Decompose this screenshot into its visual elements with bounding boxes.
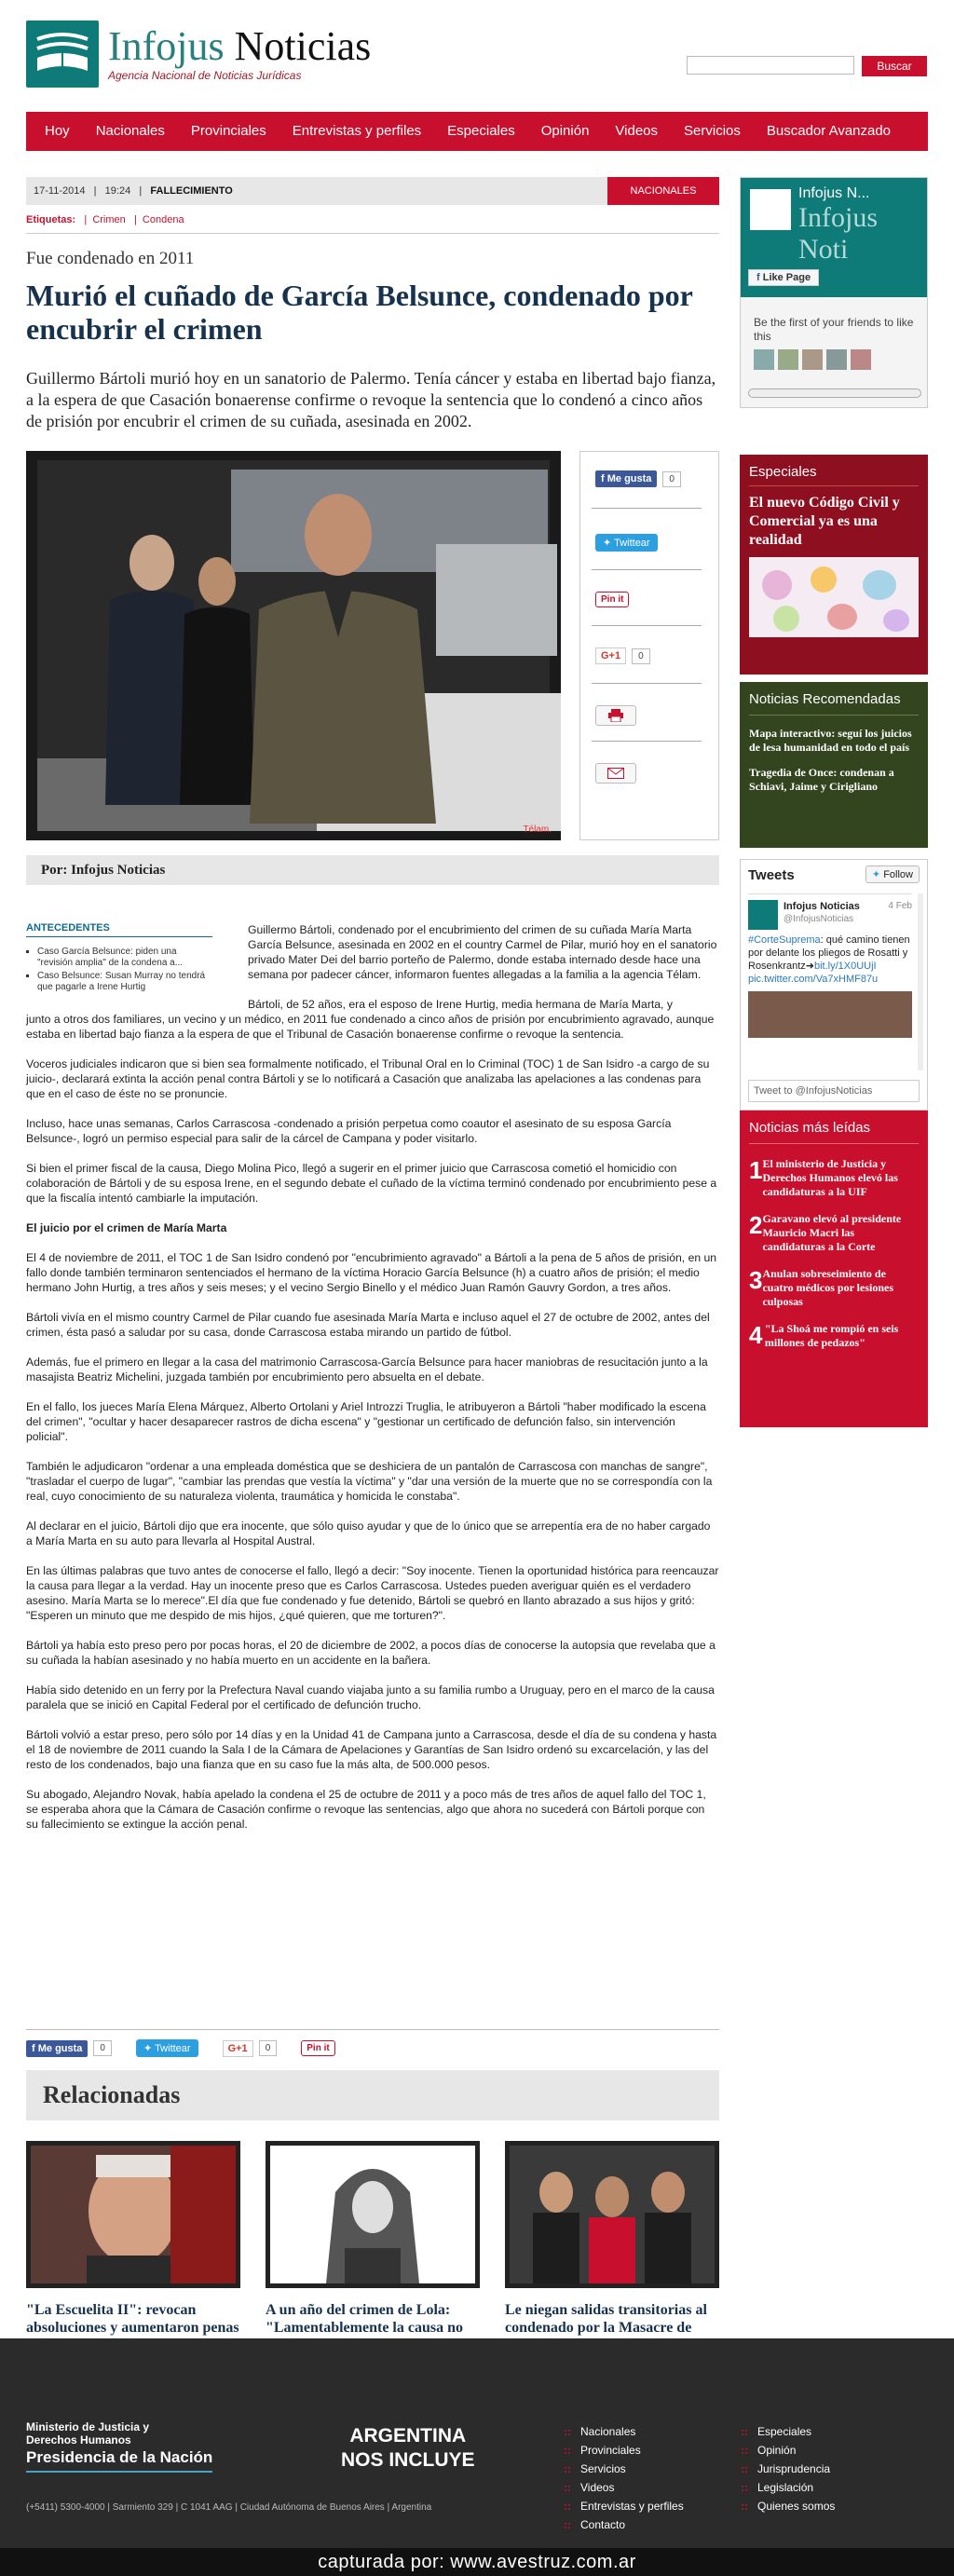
tweet-date: 4 Feb xyxy=(888,901,912,911)
tweet xyxy=(748,893,912,1038)
paragraph: En el fallo, los jueces María Elena Márquez, Alberto Ortolani y Ariel Introzzi Truglia, le atribuyeron a Bártoli "haber modificado la escena del crimen", "ocultar y hacer desaparecer rastros de dicha escena" y "gestionar un certificado de defunción falso, sin intervención policial". xyxy=(26,1400,706,1443)
footer-presidencia: Presidencia de la Nación xyxy=(26,2448,212,2473)
footer-link[interactable]: :: Opinión xyxy=(741,2441,835,2460)
nav-item-videos[interactable]: Videos xyxy=(615,123,659,139)
avatar xyxy=(802,349,823,370)
fb-like-page-button[interactable]: f Like Page xyxy=(748,269,819,286)
search-button[interactable]: Buscar xyxy=(862,56,927,76)
nav-item-nacionales[interactable]: Nacionales xyxy=(95,123,165,139)
twitter-follow-button[interactable]: ✦ Follow xyxy=(865,865,920,883)
nav-item-opinion[interactable]: Opinión xyxy=(540,123,590,139)
search-form xyxy=(687,56,927,76)
paragraph: También le adjudicaron "ordenar a una empleada doméstica que se deshiciera de un pantalón de Carrascosa con manchas de sangre", "trasladar el cuerpo de lugar", "cambiar las prendas que vestía la víctima" y "dar una versión de la muerte que no se correspondía con la real, cuyo conocimiento de su naturaleza violenta, traumática y homicida le constaba". xyxy=(26,1460,713,1503)
paragraph: Incluso, hace unas semanas, Carlos Carrascosa -condenado a prisión perpetua como coautor el asesinato de su esposa García Belsunce-, logró un permiso especial para salir de la cárcel de Campana y poder visitarlo. xyxy=(26,1117,672,1145)
footer-link[interactable]: :: Nacionales xyxy=(564,2422,684,2441)
twitter-bird-icon: ✦ xyxy=(603,538,612,549)
tweet-author-handle: @InfojusNoticias xyxy=(784,914,854,924)
footer-link[interactable]: :: Entrevistas y perfiles xyxy=(564,2497,684,2515)
avatar xyxy=(778,349,798,370)
antecedente-link[interactable]: Caso Belsunce: Susan Murray no tendrá que pagarle a Irene Hurtig xyxy=(37,971,206,992)
facebook-icon: f xyxy=(756,272,760,283)
google-plus-button-bottom[interactable]: G+1 xyxy=(223,2040,253,2057)
rank-number: 4 xyxy=(749,1321,763,1349)
email-button[interactable] xyxy=(595,763,636,784)
footer-link[interactable]: :: Servicios xyxy=(564,2460,684,2478)
site-header xyxy=(0,0,954,112)
twitter-bird-icon: ✦ xyxy=(143,2043,153,2054)
site-footer xyxy=(0,2338,954,2548)
mas-leidas-title-link[interactable]: El ministerio de Justicia y Derechos Humanos elevó las candidaturas a la UIF xyxy=(762,1157,898,1198)
paragraph: El 4 de noviembre de 2011, el TOC 1 de San Isidro condenó por "encubrimiento agravado" a Bártoli a la pena de 5 años de prisión, en un fallo donde también terminaron sentenciados el hermano de la víctima Horacio García Belsunce (h) a cuatro años de prisión; el medio hermano John Hurtig, a tres años y seis meses; y el vecino Sergio Binello y el médico Juan Ramón Gauvry Gordon, a tres años. xyxy=(26,1251,717,1294)
footer-link[interactable]: :: Provinciales xyxy=(564,2441,684,2460)
nav-item-entrevistas[interactable]: Entrevistas y perfiles xyxy=(292,123,422,139)
tag-condena[interactable]: Condena xyxy=(142,214,184,225)
fb-cover-text: Infojus Noti xyxy=(798,202,878,265)
rank-number: 1 xyxy=(749,1156,763,1184)
related-card[interactable] xyxy=(505,2141,719,2354)
mas-leidas-item[interactable] xyxy=(749,1267,919,1309)
article-byline: Por: Infojus Noticias xyxy=(26,855,719,885)
paragraph: Su abogado, Alejandro Novak, había apelado la condena el 25 de octubre de 2011 y a poco más de tres años de aquel fallo del TOC 1, se esperaba ahora que la Cámara de Casación confirme o revoque las sentencias, algo que ahora no sucederá con Bártoli porque con su fallecimiento se extingue la acción penal. xyxy=(26,1788,706,1831)
tweets-scrollbar[interactable] xyxy=(918,893,923,1070)
google-plus-button[interactable]: G+1 xyxy=(595,647,626,664)
recomendadas-title: Noticias Recomendadas xyxy=(749,691,919,716)
related-image xyxy=(266,2141,480,2288)
paragraph: Bártoli volvió a estar preso, pero sólo por 14 días y en la Unidad 41 de Campana junto a Carrascosa, desde el día de su condena y hasta el 18 de noviembre de 2011 cuando la Sala I de la Cámara de Apelaciones y Garantías de San Isidro ordenó su excarcelación, y las del resto de los condenados, bajo una fianza que en su caso fue la más alta, de 500.000 pesos. xyxy=(26,1728,717,1771)
tweet-image xyxy=(748,991,912,1038)
tweet-author-name[interactable]: Infojus Noticias xyxy=(784,901,860,912)
related-title: A un año del crimen de Lola: "Lamentablemente la causa no xyxy=(266,2302,463,2336)
especiales-title: Especiales xyxy=(749,464,919,486)
main-nav xyxy=(26,112,928,151)
paragraph: En las últimas palabras que tuvo antes de conocerse el fallo, llegó a decir: "Soy inocente. Tienen la oportunidad histórica para reencauzar la causa para llegar a la verdad. Hay un inocente preso que es Carlos Carrascosa. Ustedes pueden averiguar quién es el verdadero asesino. María Marta se lo merece".El día que fue condenado y fue detenido, Bártoli se quebró en llanto abrazado a sus hijos y gritó: "Esperen un minuto que me despido de mis hijos, ¿qué quieren, que me torturen?". xyxy=(26,1564,719,1622)
logo-title: Infojus Noticias xyxy=(108,23,372,69)
facebook-like-button-bottom[interactable]: f Me gusta xyxy=(26,2040,88,2057)
twitter-widget xyxy=(740,859,928,1111)
footer-links-col-2 xyxy=(741,2422,835,2515)
capture-watermark: capturada por: www.avestruz.com.ar xyxy=(0,2548,954,2576)
paragraph: Si bien el primer fiscal de la causa, Diego Molina Pico, llegó a sugerir en el primer juicio que Carrascosa cometió el homicidio con colaboración de Bártoli y de su esposa Irene, en el segundo debate el cuñado de la víctima terminó condenado por encubrimiento pese a que la fiscalía intentó cambiarle la imputación. xyxy=(26,1162,717,1205)
facebook-page-widget xyxy=(740,177,928,408)
photo-illustration xyxy=(26,451,561,840)
related-card[interactable] xyxy=(266,2141,480,2354)
mas-leidas-box xyxy=(740,1111,928,1427)
nav-item-especiales[interactable]: Especiales xyxy=(447,123,515,139)
especiales-item-link[interactable]: El nuevo Código Civil y Comercial ya es una realidad xyxy=(749,495,900,548)
avatar xyxy=(754,349,774,370)
footer-link[interactable]: :: Especiales xyxy=(741,2422,835,2441)
logo-subtitle: Agencia Nacional de Noticias Jurídicas xyxy=(108,69,302,82)
article-body xyxy=(26,922,719,1832)
paragraph: Había sido detenido en un ferry por la Prefectura Naval cuando viajaba junto a su familia rumbo a Uruguay, pero en el marco de la causa paralela que se inició en Capital Federal por el certificado de defunción trucho. xyxy=(26,1683,715,1711)
paragraph: Bártoli vivía en el mismo country Carmel de Pilar cuando fue asesinada María Marta e incluso aquel el 27 de octubre de 2002, antes del crimen, ésta pasó a saludar por su casa, donde Carrascosa estaba mirando un partido de fútbol. xyxy=(26,1311,710,1339)
envelope-icon xyxy=(607,768,624,779)
antecedentes-title: ANTECEDENTES xyxy=(26,922,212,937)
avatar xyxy=(748,900,778,930)
nav-item-buscador-avanzado[interactable]: Buscador Avanzado xyxy=(766,123,892,139)
article-media xyxy=(26,451,719,850)
footer-link[interactable]: :: Legislación xyxy=(741,2478,835,2497)
article-photo xyxy=(26,451,561,840)
tweet-text: #CorteSuprema: qué camino tienen por delante los pliegos de Rosatti y Rosenkrantz➜bit.ly/1X0UUjI pic.twitter.com/Va7xHMF87u xyxy=(748,934,910,985)
paragraph: Al declarar en el juicio, Bártoli dijo que era inocente, que sólo quiso ayudar y que de lo único que se arrepentía era de no haber cargado a María Marta en su auto para llevarla al Hospital Austral. xyxy=(26,1520,711,1547)
pinterest-button[interactable]: Pin it xyxy=(595,592,629,607)
paragraph: Además, fue el primero en llegar a la casa del matrimonio Carrascosa-García Belsunce para hacer maniobras de resucitación junto a la masajista Beatriz Michelini, juzgada también por encubrimiento pero absuelta en el debate. xyxy=(26,1356,708,1383)
rank-number: 2 xyxy=(749,1211,763,1239)
share-panel xyxy=(579,451,719,840)
article-meta-bar: 17-11-2014 | 19:24 | FALLECIMIENTO NACIONALES xyxy=(26,177,719,205)
rank-number: 3 xyxy=(749,1266,763,1294)
article-tags: Etiquetas: | Crimen | Condena xyxy=(26,214,719,234)
site-logo[interactable] xyxy=(26,20,371,88)
paragraph: Guillermo Bártoli, condenado por el encubrimiento del crimen de su cuñada María Marta García Belsunce, asesinada en 2002 en el country Carmel de Pilar, murió hoy en el sanatorio privado Mater Dei del barrio porteño de Palermo, donde estaba internado desde hace una semana por padecer cáncer, informaron fuentes allegadas a la familia a la agencia Télam. xyxy=(248,923,717,981)
section-badge[interactable]: NACIONALES xyxy=(607,177,719,205)
photo-credit: Télam. xyxy=(523,825,552,835)
body-subheading: El juicio por el crimen de María Marta xyxy=(26,1221,227,1234)
mas-leidas-item[interactable] xyxy=(749,1322,919,1350)
tag-crimen[interactable]: Crimen xyxy=(92,214,126,225)
tweet-hashtag[interactable]: #CorteSuprema xyxy=(748,934,821,946)
google-plus-count: 0 xyxy=(632,648,650,664)
facebook-icon: f xyxy=(32,2042,35,2054)
share-bar-bottom xyxy=(26,2029,719,2057)
recomendada-link[interactable]: Mapa interactivo: seguí los juicios de lesa humanidad en todo el país xyxy=(749,727,912,754)
facebook-like-button[interactable]: f Me gusta xyxy=(595,470,657,487)
pinterest-button-bottom[interactable]: Pin it xyxy=(301,2040,334,2056)
nav-item-hoy[interactable]: Hoy xyxy=(45,123,70,139)
mas-leidas-item[interactable] xyxy=(749,1212,919,1254)
mas-leidas-title-link[interactable]: "La Shoá me rompió en seis millones de pedazos" xyxy=(764,1322,899,1349)
article-kicker: Fue condenado en 2011 xyxy=(26,249,195,268)
mas-leidas-title-link[interactable]: Garavano elevó al presidente Mauricio Macri las candidaturas a la Corte xyxy=(762,1212,902,1253)
footer-address: (+5411) 5300-4000 | Sarmiento 329 | C 1041 AAG | Ciudad Autónoma de Buenos Aires | Argentina xyxy=(26,2502,432,2513)
tweet-button[interactable]: ✦ Twittear xyxy=(595,534,658,552)
google-plus-count-bottom: 0 xyxy=(259,2040,278,2056)
article xyxy=(26,177,719,1847)
tweet-to-input[interactable]: Tweet to @InfojusNoticias xyxy=(748,1080,920,1102)
tweet-link[interactable]: bit.ly/1X0UUjI pic.twitter.com/Va7xHMF87u xyxy=(748,961,879,985)
related-image xyxy=(26,2141,240,2288)
antecedentes-box xyxy=(26,922,212,995)
print-icon xyxy=(608,709,623,722)
especiales-box xyxy=(740,455,928,675)
article-date: 17-11-2014 xyxy=(34,185,86,197)
nav-item-provinciales[interactable]: Provinciales xyxy=(190,123,266,139)
print-button[interactable] xyxy=(595,705,636,726)
nav-item-servicios[interactable]: Servicios xyxy=(684,123,741,139)
article-headline: Murió el cuñado de García Belsunce, condenado por encubrir el crimen xyxy=(26,279,693,346)
related-image xyxy=(505,2141,719,2288)
footer-link[interactable]: :: Videos xyxy=(564,2478,684,2497)
facebook-icon: f xyxy=(601,473,605,484)
especiales-image xyxy=(749,557,919,637)
related-title: "La Escuelita II": revocan absoluciones y aumentaron penas xyxy=(26,2302,239,2336)
paragraph: Bártoli ya había esto preso pero por pocas horas, el 20 de diciembre de 2002, a pocos días de conocerse la autopsia que revelaba que a su cuñada la habían asesinado y no había muerto en un accidente en la bañera. xyxy=(26,1639,716,1667)
search-input[interactable] xyxy=(687,56,854,75)
facebook-count-bottom: 0 xyxy=(93,2040,112,2056)
recomendada-link[interactable]: Tragedia de Once: condenan a Schiavi, Jaime y Cirigliano xyxy=(749,766,894,793)
antecedente-link[interactable]: Caso García Belsunce: piden una "revisión amplia" de la condena a... xyxy=(37,947,184,968)
fb-faces xyxy=(754,349,914,370)
avatar xyxy=(851,349,871,370)
facebook-count: 0 xyxy=(662,471,681,487)
footer-links-col-1 xyxy=(564,2422,684,2534)
paragraph: junto a otros dos familiares, un vecino y un médico, en 2011 fue condenado a cinco años de prisión por encubrimiento agravado, aunque estaba en libertad bajo fianza a la espera de que el Tribunal de Casación bonaerense confirme o revoque la sentencia. xyxy=(26,1013,715,1041)
fb-page-name[interactable]: Infojus N... xyxy=(798,185,870,201)
paragraph: Bártoli, de 52 años, era el esposo de Irene Hurtig, media hermana de María Marta, y xyxy=(248,998,673,1011)
twitter-bird-icon: ✦ xyxy=(871,869,881,880)
mas-leidas-item[interactable] xyxy=(749,1157,919,1199)
logo-book-icon xyxy=(26,20,99,88)
tweet-button-bottom[interactable]: ✦ Twittear xyxy=(136,2039,198,2057)
tweets-title: Tweets xyxy=(748,867,795,883)
facebook-widget-header xyxy=(741,178,927,297)
mas-leidas-title: Noticias más leídas xyxy=(749,1120,919,1144)
footer-link[interactable]: :: Jurisprudencia xyxy=(741,2460,835,2478)
related-title: Le niegan salidas transitorias al condenado por la Masacre de xyxy=(505,2302,707,2336)
article-time: 19:24 xyxy=(104,185,131,197)
fb-friends-text: Be the first of your friends to like this xyxy=(754,316,914,343)
footer-link[interactable]: :: Contacto xyxy=(564,2515,684,2534)
tags-label: Etiquetas: xyxy=(26,214,76,225)
recomendadas-box xyxy=(740,682,928,848)
paragraph: Voceros judiciales indicaron que si bien sea formalmente notificado, el Tribunal Oral en lo Criminal (TOC) 1 de San Isidro -a cargo de su juicio-, declarará extinta la acción penal contra Bártoli y se lo notificará a Casación que analizaba las apelaciones a las condenas para que en el caso de éste no se pronuncie. xyxy=(26,1057,710,1100)
footer-link[interactable]: :: Quienes somos xyxy=(741,2497,835,2515)
page-avatar xyxy=(748,187,793,232)
mas-leidas-title-link[interactable]: Anulan sobreseimiento de cuatro médicos por lesiones culposas xyxy=(762,1267,894,1308)
relacionadas-heading: Relacionadas xyxy=(26,2070,719,2120)
avatar xyxy=(826,349,847,370)
related-card[interactable] xyxy=(26,2141,240,2354)
footer-argentina-logo: ARGENTINA NOS INCLUYE xyxy=(341,2425,475,2471)
footer-ministerio: Ministerio de Justicia y Derechos Humanos xyxy=(26,2420,150,2447)
article-body-wrap xyxy=(26,922,719,1832)
article-lead: Guillermo Bártoli murió hoy en un sanatorio de Palermo. Tenía cáncer y estaba en libertad bajo fianza, a la espera de que Casación bonaerense confirme o revoque la sentencia que lo condenó a cinco años de prisión por encubrir el crimen de su cuñada, asesinada en 2002. xyxy=(26,369,716,430)
article-category: FALLECIMIENTO xyxy=(150,185,233,197)
fb-widget-scrollbar[interactable] xyxy=(748,388,921,398)
